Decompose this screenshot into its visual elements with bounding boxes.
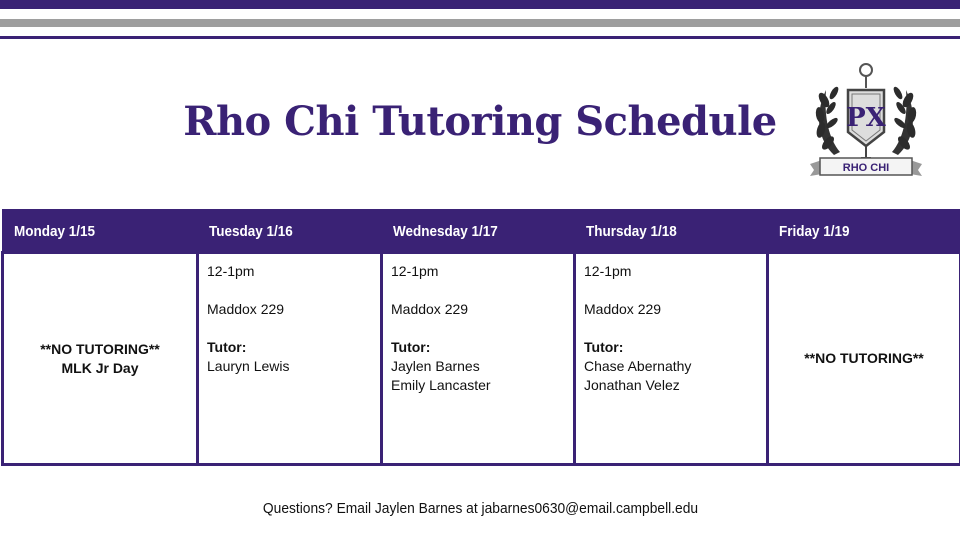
- wednesday-tutor-2: Emily Lancaster: [391, 377, 491, 393]
- schedule-header-row: [3, 210, 960, 253]
- page-title: Rho Chi Tutoring Schedule: [183, 98, 777, 145]
- header-thursday: Thursday 1/18: [575, 210, 768, 253]
- tuesday-tutor-1: Lauryn Lewis: [207, 358, 290, 374]
- header-wednesday: Wednesday 1/17: [382, 210, 575, 253]
- thursday-tutor-2: Jonathan Velez: [584, 377, 680, 393]
- cell-monday: [3, 253, 198, 465]
- monday-no-tutoring: **NO TUTORING**: [40, 340, 160, 357]
- thursday-tutor-1: Chase Abernathy: [584, 358, 692, 374]
- tuesday-time: 12-1pm: [207, 263, 255, 279]
- monday-holiday: MLK Jr Day: [61, 359, 139, 376]
- header-friday: Friday 1/19: [768, 210, 960, 253]
- top-stripe-purple: [0, 0, 960, 9]
- friday-no-tutoring: **NO TUTORING**: [804, 350, 924, 366]
- schedule-body-row: [3, 253, 960, 465]
- cell-tuesday: [198, 253, 382, 465]
- cell-thursday: [575, 253, 768, 465]
- schedule-table: [1, 209, 960, 466]
- wednesday-room: Maddox 229: [391, 301, 469, 317]
- thursday-time: 12-1pm: [584, 263, 632, 279]
- rho-chi-crest-icon: [804, 60, 928, 184]
- header-monday: Monday 1/15: [3, 210, 198, 253]
- top-stripe-gray: [0, 19, 960, 27]
- cell-wednesday: [382, 253, 575, 465]
- header-tuesday: Tuesday 1/16: [198, 210, 382, 253]
- footer-contact: Questions? Email Jaylen Barnes at jabarnes0630@email.campbell.edu: [262, 500, 698, 517]
- wednesday-tutor-1: Jaylen Barnes: [391, 358, 480, 374]
- tuesday-tutor-label: Tutor:: [207, 339, 247, 355]
- wednesday-time: 12-1pm: [391, 263, 439, 279]
- logo-banner: RHO CHI: [842, 162, 890, 174]
- wednesday-tutor-label: Tutor:: [391, 339, 431, 355]
- thursday-tutor-label: Tutor:: [584, 339, 624, 355]
- logo-letters: PX: [846, 103, 886, 133]
- tuesday-room: Maddox 229: [207, 301, 285, 317]
- thursday-room: Maddox 229: [584, 301, 662, 317]
- cell-friday: [768, 253, 960, 465]
- top-stripe-thin: [0, 36, 960, 39]
